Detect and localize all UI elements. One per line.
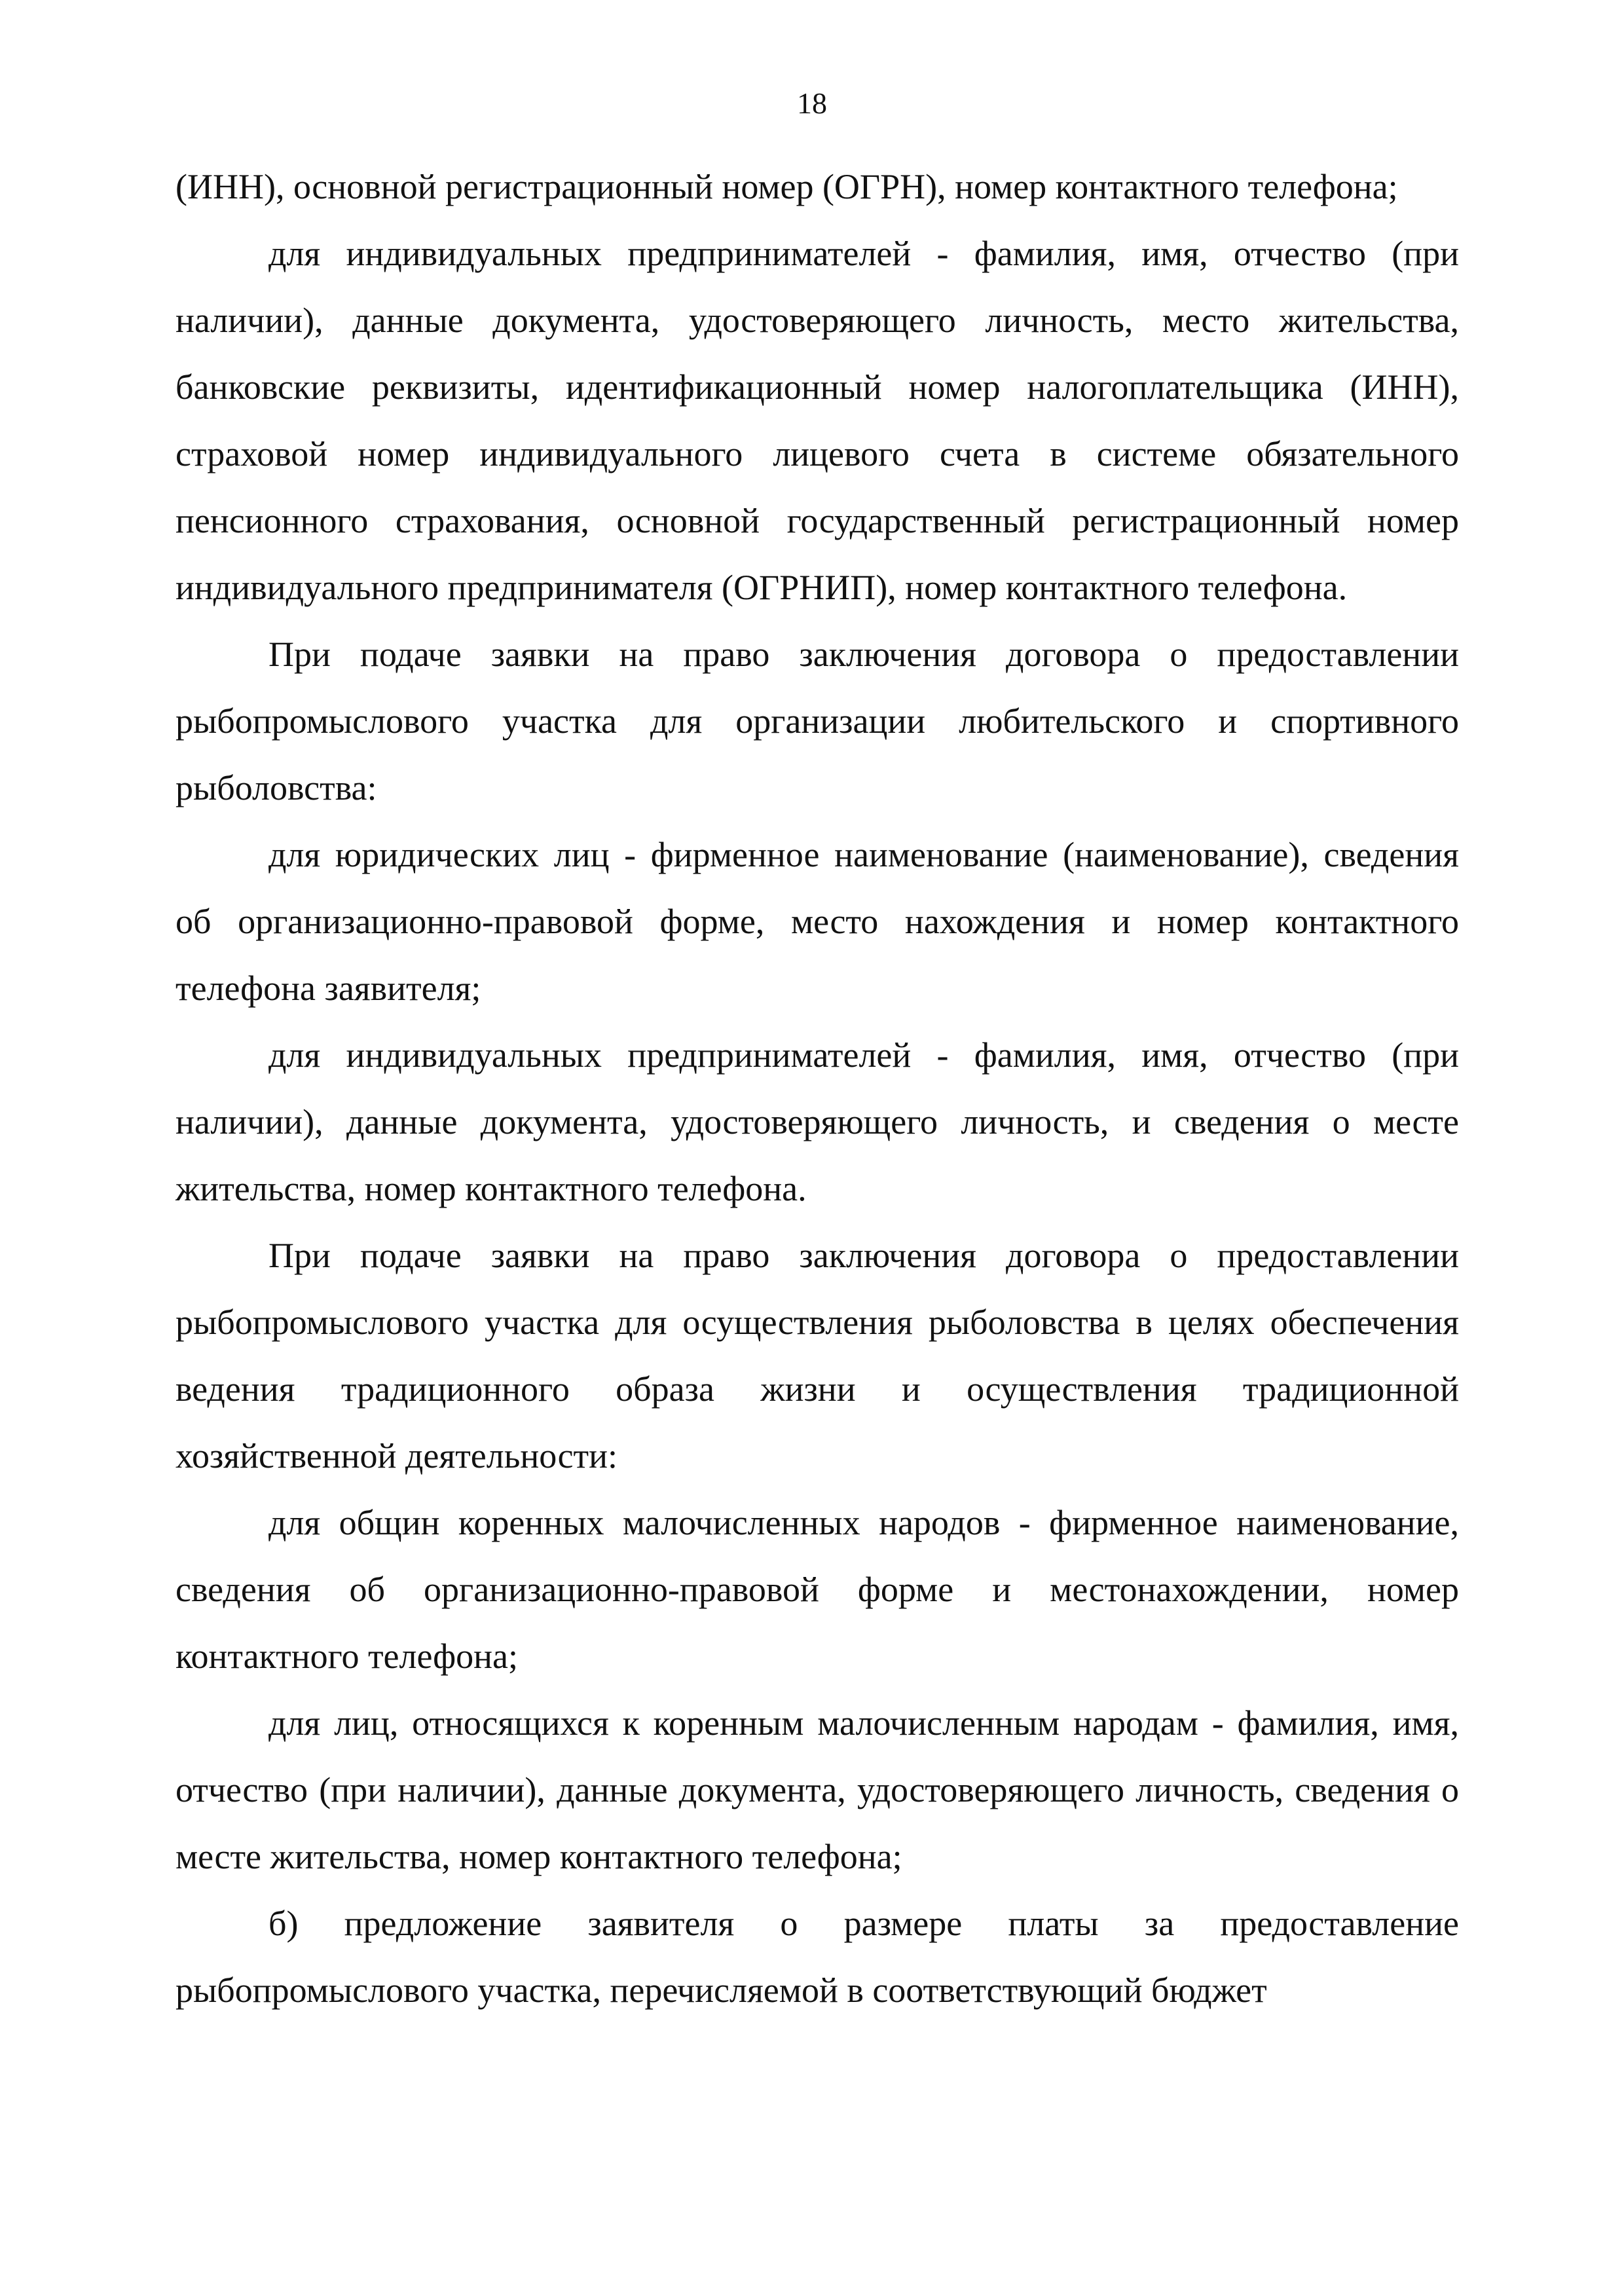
paragraph-indigenous-communities: для общин коренных малочисленных народов - фирменное наименование, сведения об организационно-правовой форме и местонахождении, номер контактного телефона; xyxy=(175,1503,1459,1676)
paragraph-individual-entrepreneurs: для индивидуальных предпринимателей - фамилия, имя, отчество (при наличии), данные документа, удостоверяющего личность, место жительства, банковские реквизиты, идентификационный номер налогоплательщика (ИНН), страховой номер индивидуального лицевого счета в системе обязательного пенсионного страхования, основной государственный регистрационный номер индивидуального предпринимателя (ОГРНИП), номер контактного телефона. xyxy=(175,234,1459,607)
paragraph-continuation: (ИНН), основной регистрационный номер (ОГРН), номер контактного телефона; xyxy=(175,167,1398,206)
paragraph-amateur-fishing-application: При подаче заявки на право заключения договора о предоставлении рыбопромыслового участка для организации любительского и спортивного рыболовства: xyxy=(175,635,1459,807)
document-body xyxy=(175,153,1459,2024)
paragraph-individual-entrepreneurs-amateur: для индивидуальных предпринимателей - фамилия, имя, отчество (при наличии), данные документа, удостоверяющего личность, и сведения о месте жительства, номер контактного телефона. xyxy=(175,1035,1459,1208)
page-number: 18 xyxy=(797,86,827,120)
paragraph-legal-entities: для юридических лиц - фирменное наименование (наименование), сведения об организационно-правовой форме, место нахождения и номер контактного телефона заявителя; xyxy=(175,835,1459,1008)
paragraph-fee-proposal: б) предложение заявителя о размере платы за предоставление рыбопромыслового участка, перечисляемой в соответствующий бюджет xyxy=(175,1904,1459,2010)
paragraph-indigenous-persons: для лиц, относящихся к коренным малочисленным народам - фамилия, имя, отчество (при наличии), данные документа, удостоверяющего личность, сведения о месте жительства, номер контактного телефона; xyxy=(175,1703,1459,1876)
paragraph-traditional-fishing-application: При подаче заявки на право заключения договора о предоставлении рыбопромыслового участка для осуществления рыболовства в целях обеспечения ведения традиционного образа жизни и осуществления традиционной хозяйственной деятельности: xyxy=(175,1236,1459,1475)
